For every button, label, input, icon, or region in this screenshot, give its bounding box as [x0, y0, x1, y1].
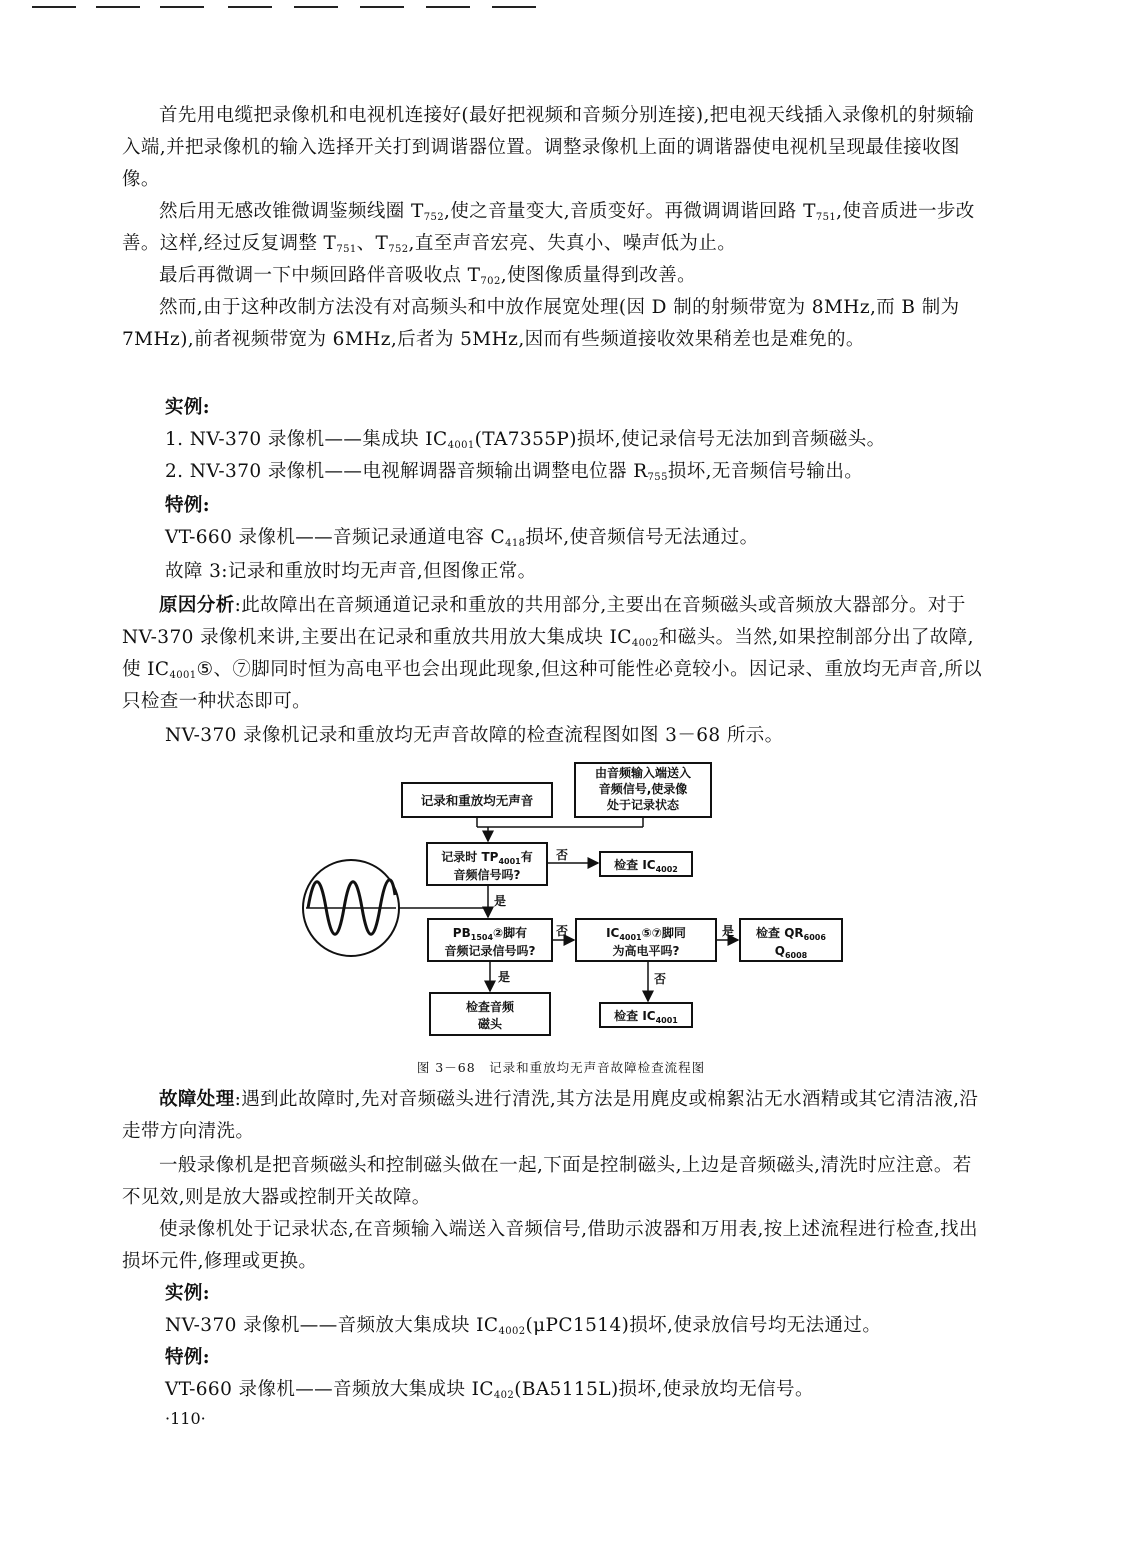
- flow-q2-line2: 音频记录信号吗?: [444, 944, 536, 958]
- para-handling: 故障处理:遇到此故障时,先对音频磁头进行清洗,其方法是用麂皮或棉絮沾无水酒精或其它清洁液,沿走带方向清洗。: [122, 1089, 979, 1142]
- flow-q1-yes-label: 是: [494, 894, 507, 908]
- para-check: 使录像机处于记录状态,在音频输入端送入音频信号,借助示波器和万用表,按上述流程进行检查,找出损坏元件,修理或更换。: [122, 1219, 978, 1272]
- oscilloscope-icon: [303, 860, 399, 956]
- para-tuning: 然后用无感改锥微调鉴频线圈 $T_{752}$,使之音量变大,音质变好。再微调调谐回路 $T_{751}$,使音质进一步改善。这样,经过反复调整 $T_{751}$、$T_{752}$,直至声音宏亮、失真小、噪声低为止。: [122, 201, 975, 255]
- flow-q2-line1: $PB_{1504}②$脚有: [452, 926, 528, 942]
- flow-q2-yes-label: 是: [498, 970, 511, 984]
- special1-item: VT-660 录像机——音频记录通道电容 $C_{418}$损坏,使音频信号无法通过。: [165, 527, 759, 549]
- figure-caption: 图 3－68 记录和重放均无声音故障检查流程图: [416, 1060, 706, 1075]
- top-dash: [32, 6, 76, 8]
- example1-item2: 2. NV-370 录像机——电视解调器音频输出调整电位器 $R_{755}$损坏,无音频信号输出。: [165, 461, 864, 483]
- flow-check-head-line1: 检查音频: [465, 1000, 515, 1014]
- handling-label: 故障处理: [159, 1089, 235, 1110]
- para-heads: 一般录像机是把音频磁头和控制磁头做在一起,下面是控制磁头,上边是音频磁头,清洗时应注意。若不见效,则是放大器或控制开关故障。: [122, 1155, 972, 1208]
- top-dash: [294, 6, 338, 8]
- para-if-trap: 最后再微调一下中频回路伴音吸收点 $T_{702}$,使图像质量得到改善。: [159, 265, 697, 287]
- flow-q1-no-label: 否: [556, 848, 569, 862]
- flow-intro: NV-370 录像机记录和重放均无声音故障的检查流程图如图 3－68 所示。: [165, 725, 784, 746]
- para-connect: 首先用电缆把录像机和电视机连接好(最好把视频和音频分别连接),把电视天线插入录像机的射频输入端,并把录像机的输入选择开关打到调谐器位置。调整录像机上面的调谐器使电视机呈现最佳接收图像。: [122, 105, 975, 190]
- fault3-title: 故障 3:记录和重放时均无声音,但图像正常。: [165, 561, 537, 582]
- special2-item: VT-660 录像机——音频放大集成块 $IC_{402}(BA5115L)$损坏,使录放均无信号。: [165, 1379, 814, 1401]
- example1-item1: 1. NV-370 录像机——集成块 $IC_{4001}(TA7355P)$损坏,使记录信号无法加到音频磁头。: [165, 429, 886, 451]
- flow-q2-no-label: 否: [556, 924, 569, 938]
- top-dash: [360, 6, 404, 8]
- flow-check-ic4001-label: 检查 $IC_{4001}$: [614, 1009, 678, 1025]
- flow-q3-line1: $IC_{4001}⑤⑦$脚同: [606, 926, 686, 942]
- para-cause: 原因分析:此故障出在音频通道记录和重放的共用部分,主要出在音频磁头或音频放大器部分。对于 NV-370 录像机来讲,主要出在记录和重放共用放大集成块 $IC_{4002}$和磁头。当然,如果控制部分出了故障,使 $IC_{4001}⑤$、⑦脚同时恒为高电平也会出现此现象,但这种可能性必竟较小。因记录、重放均无声音,所以只检查一种状态即可。: [122, 595, 983, 712]
- flow-check-qr-line2: $Q_{6008}$: [774, 944, 808, 960]
- special2-heading: 特例:: [165, 1347, 211, 1368]
- special1-heading: 特例:: [165, 495, 211, 516]
- top-dash: [492, 6, 536, 8]
- top-dash: [160, 6, 204, 8]
- flowchart: [298, 755, 850, 1045]
- example1-heading: 实例:: [165, 397, 211, 418]
- example2-heading: 实例:: [165, 1283, 211, 1304]
- flow-q3-yes-label: 是: [722, 924, 735, 938]
- flow-input-line3: 处于记录状态: [606, 798, 680, 812]
- example2-item: NV-370 录像机——音频放大集成块 $IC_{4002}(\mu PC1514)$损坏,使录放信号均无法通过。: [165, 1315, 882, 1337]
- flow-q3-no-label: 否: [654, 972, 667, 986]
- flow-input-line1: 由音频输入端送入: [594, 766, 692, 780]
- top-dash: [96, 6, 140, 8]
- flow-q1-line1: 记录时 $TP_{4001}$有: [441, 850, 533, 866]
- flow-check-qr-line1: 检查 $QR_{6006}$: [756, 926, 826, 942]
- flow-input-line2: 音频信号,使录像: [598, 782, 688, 796]
- flow-start-label: 记录和重放均无声音: [420, 793, 534, 808]
- para-bandwidth: 然而,由于这种改制方法没有对高频头和中放作展宽处理(因 D 制的射频带宽为 8MHz,而 B 制为 7MHz),前者视频带宽为 6MHz,后者为 5MHz,因而有些频道接收效果稍差也是难免的。: [122, 297, 960, 350]
- top-dash: [228, 6, 272, 8]
- flow-check-head-line2: 磁头: [477, 1017, 503, 1031]
- flow-check-ic4002-label: 检查 $IC_{4002}$: [614, 858, 678, 874]
- page-number: ·110·: [165, 1409, 206, 1428]
- flow-q3-line2: 为高电平吗?: [612, 944, 680, 958]
- top-dash: [426, 6, 470, 8]
- flow-q1-line2: 音频信号吗?: [453, 868, 521, 882]
- cause-label: 原因分析: [159, 595, 235, 616]
